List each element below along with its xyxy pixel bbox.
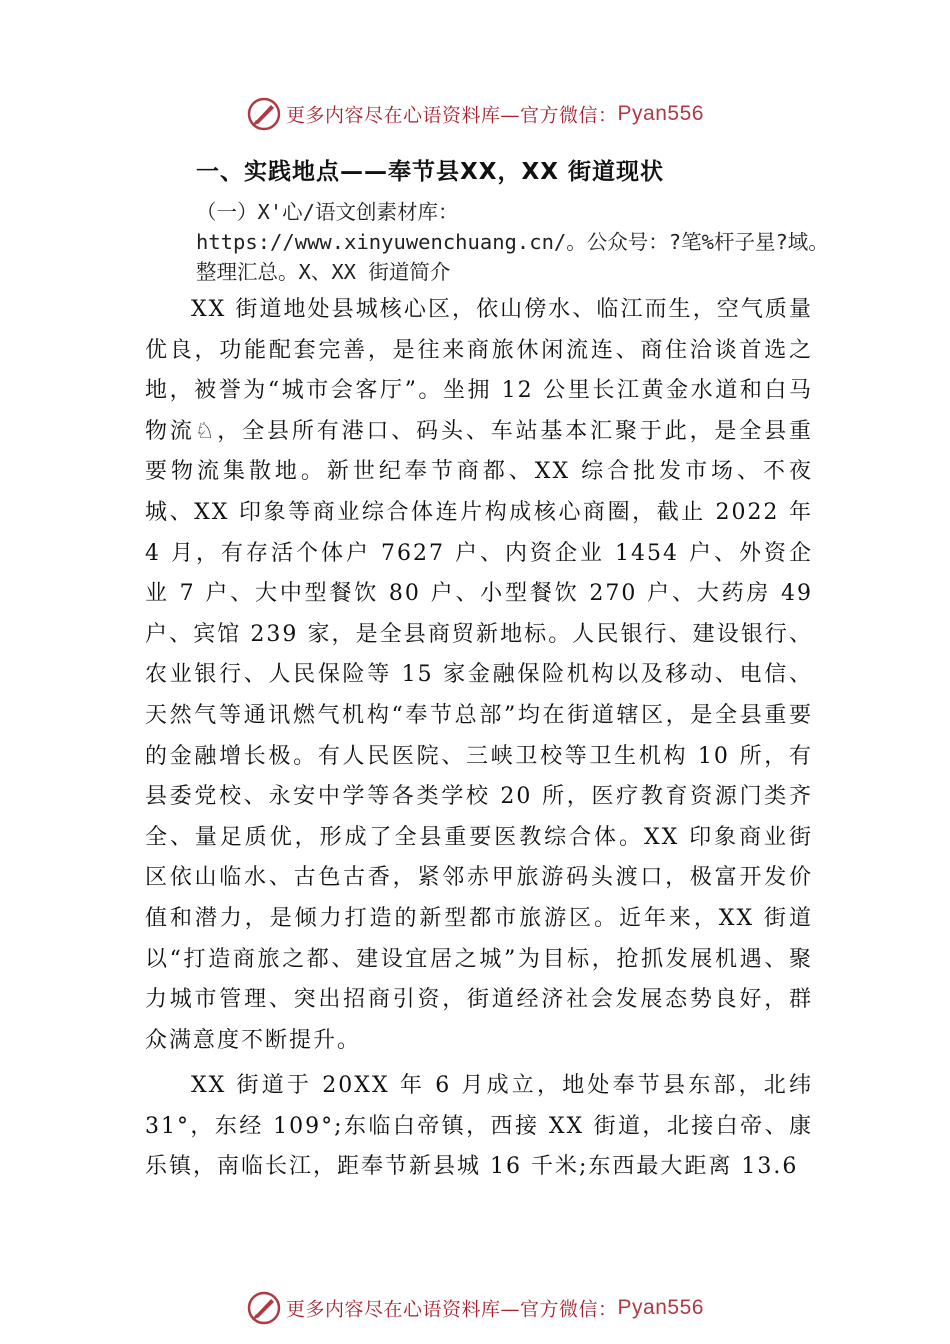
watermark-header	[0, 96, 950, 132]
pen-logo-icon	[246, 96, 282, 132]
watermark-text: 更多内容尽在心语资料库—官方微信：	[286, 1298, 618, 1321]
watermark-footer	[0, 1290, 950, 1326]
watermark-wechat-id: Pyan556	[617, 1296, 704, 1319]
subsection-heading: （一）X'心/语文创素材库：https://www.xinyuwenchuang.cn/。公众号：?笔%杆子星?域。整理汇总。X、XX 街道简介	[196, 200, 829, 284]
pen-logo-icon	[246, 1290, 282, 1326]
watermark-wechat-id: Pyan556	[617, 102, 704, 125]
section-heading: 一、实践地点——奉节县XX，XX 街道现状	[196, 159, 664, 185]
watermark-text: 更多内容尽在心语资料库—官方微信：	[286, 104, 618, 127]
body-paragraph: XX 街道地处县城核心区，依山傍水、临江而生，空气质量优良，功能配套完善，是往来商旅休闲流连、商住洽谈首选之地，被誉为“城市会客厅”。坐拥 12 公里长江黄金水道和白马物流♘，全县所有港口、码头、车站基本汇聚于此，是全县重要物流集散地。新世纪奉节商都、XX 综合批发市场、不夜城、XX 印象等商业综合体连片构成核心商圈，截止 2022 年 4 月，有存活个体户 7627 户、内资企业 1454 户、外资企业 7 户、大中型餐饮 80 户、小型餐饮 270 户、大药房 49 户、宾馆 239 家，是全县商贸新地标。人民银行、建设银行、农业银行、人民保险等 15 家金融保险机构以及移动、电信、天然气等通讯燃气机构“奉节总部”均在街道辖区，是全县重要的金融增长极。有人民医院、三峡卫校等卫生机构 10 所，有县委党校、永安中学等各类学校 20 所，医疗教育资源门类齐全、量足质优，形成了全县重要医教综合体。XX 印象商业街区依山临水、古色古香，紧邻赤甲旅游码头渡口，极富开发价值和潜力，是倾力打造的新型都市旅游区。近年来，XX 街道以“打造商旅之都、建设宜居之城”为目标，抢抓发展机遇、聚力城市管理、突出招商引资，街道经济社会发展态势良好，群众满意度不断提升。	[145, 297, 813, 1053]
body-paragraph: XX 街道于 20XX 年 6 月成立，地处奉节县东部，北纬 31°，东经 109°;东临白帝镇，西接 XX 街道，北接白帝、康乐镇，南临长江，距奉节新县城 16 千米;东西最大距离 13.6	[145, 1073, 813, 1180]
